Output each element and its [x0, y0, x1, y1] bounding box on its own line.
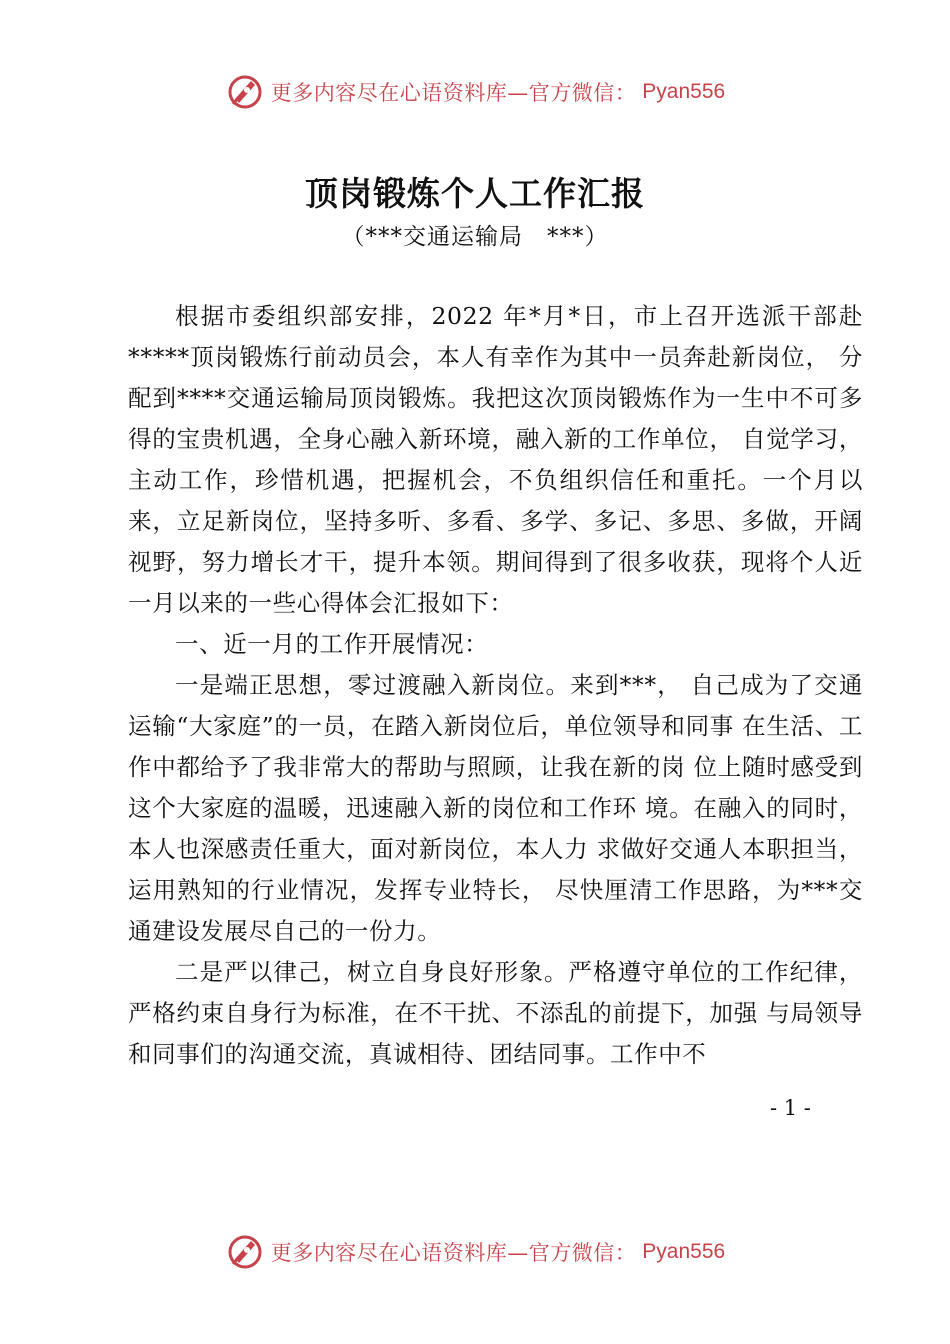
wechat-id: Pyan556 [642, 80, 726, 103]
footer-watermark-banner [0, 1230, 950, 1274]
brand-logo-icon [225, 1232, 265, 1272]
paragraph-point-one: 一是端正思想，零过渡融入新岗位。来到***， 自己成为了交通运输“大家庭”的一员，在踏入新岗位后，单位领导和同事 在生活、工作中都给予了我非常大的帮助与照顾，让我在新的岗 位上随时感受到这个大家庭的温暖，迅速融入新的岗位和工作环 境。在融入的同时，本人也深感责任重大，面对新岗位，本人力 求做好交通人本职担当，运用熟知的行业情况，发挥专业特长， 尽快厘清工作思路，为***交通建设发展尽自己的一份力。 [128, 671, 863, 945]
header-watermark-banner [0, 70, 950, 114]
paragraph-intro: 根据市委组织部安排，2022 年*月*日，市上召开选派干部赴*****顶岗锻炼行前动员会，本人有幸作为其中一员奔赴新岗位， 分配到****交通运输局顶岗锻炼。我把这次顶岗锻炼作为一生中不可多得的宝贵机遇，全身心融入新环境，融入新的工作单位， 自觉学习，主动工作，珍惜机遇，把握机会，不负组织信任和重托。一个月以来，立足新岗位，坚持多听、多看、多学、多记、多思、多做，开阔视野，努力增长才干，提升本领。期间得到了很多收获，现将个人近一月以来的一些心得体会汇报如下： [128, 302, 863, 617]
brand-logo-icon [225, 72, 265, 112]
paragraph-section-heading: 一、近一月的工作开展情况： [175, 630, 489, 658]
wechat-id: Pyan556 [642, 1240, 726, 1263]
banner-text: 更多内容尽在心语资料库—官方微信： [270, 81, 637, 105]
document-body [128, 296, 863, 1075]
banner-text: 更多内容尽在心语资料库—官方微信： [270, 1241, 637, 1265]
page-number: - 1 - [770, 1096, 811, 1120]
document-title: 顶岗锻炼个人工作汇报 [305, 174, 645, 213]
paragraph-point-two: 二是严以律己，树立自身良好形象。严格遵守单位的工作纪律，严格约束自身行为标准，在不干扰、不添乱的前提下，加强 与局领导和同事们的沟通交流，真诚相待、团结同事。工作中不 [128, 958, 863, 1068]
document-subtitle: （***交通运输局 ***） [341, 224, 609, 250]
